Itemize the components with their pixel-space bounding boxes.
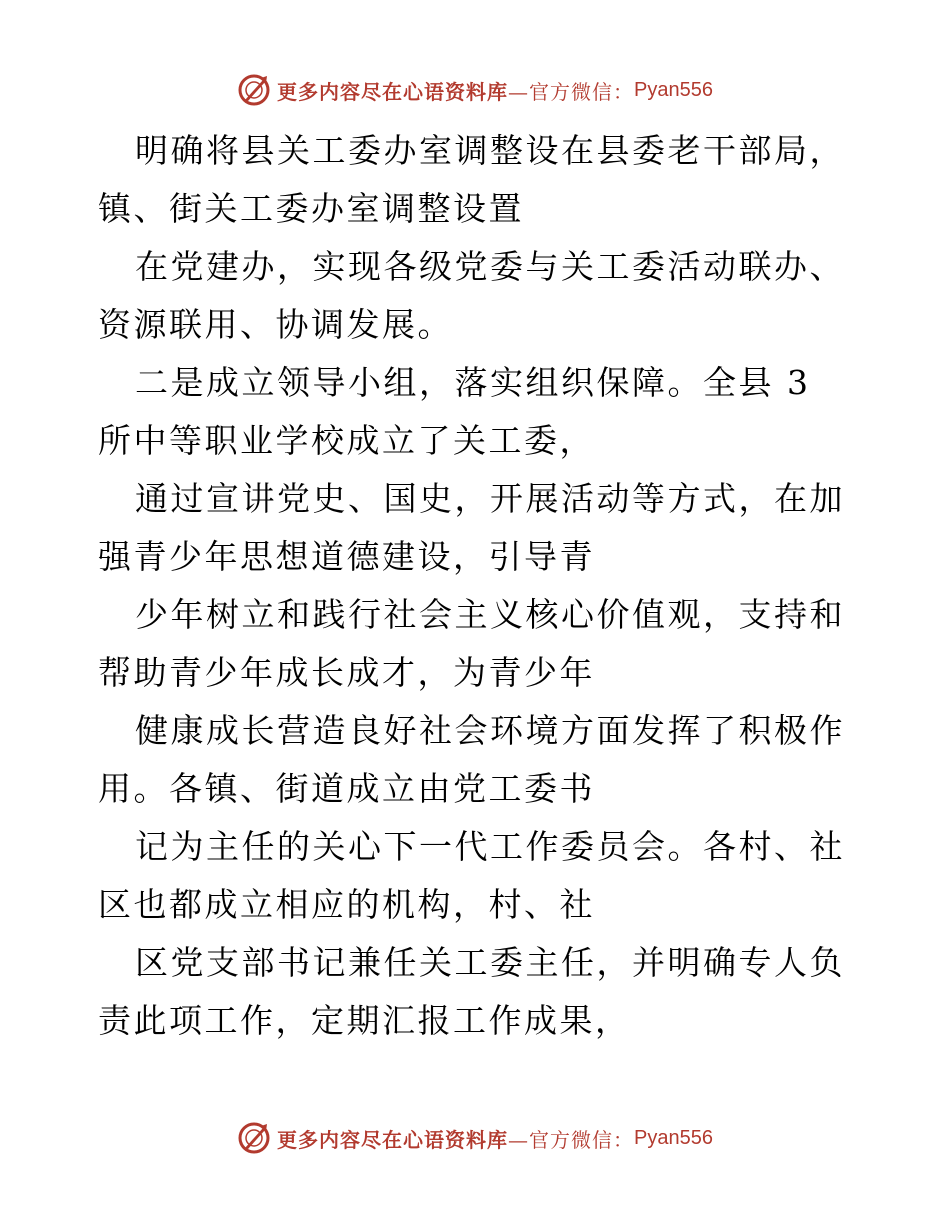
paragraph: 记为主任的关心下一代工作委员会。各村、社区也都成立相应的机构，村、社 (98, 827, 845, 924)
header-banner-sub-text: —官方微信： (508, 79, 635, 104)
paragraph: 区党支部书记兼任关工委主任，并明确专人负责此项工作，定期汇报工作成果， (98, 943, 845, 1040)
paragraph: 少年树立和践行社会主义核心价值观，支持和帮助青少年成长成才，为青少年 (98, 595, 845, 692)
body-text (98, 122, 858, 1050)
paragraph: 明确将县关工委办室调整设在县委老干部局，镇、街关工委办室调整设置 (98, 131, 845, 228)
footer-banner-wechat-id: Pyan556 (634, 1126, 713, 1149)
quill-logo-icon (237, 73, 271, 107)
header-banner (0, 70, 950, 110)
paragraph: 通过宣讲党史、国史，开展活动等方式，在加强青少年思想道德建设，引导青 (98, 479, 845, 576)
footer-banner-main-text: 更多内容尽在心语资料库 (277, 1127, 509, 1152)
footer-banner (0, 1118, 950, 1158)
footer-banner-sub-text: —官方微信： (508, 1127, 635, 1152)
header-banner-main-text: 更多内容尽在心语资料库 (277, 79, 509, 104)
header-banner-wechat-id: Pyan556 (634, 78, 713, 101)
paragraph: 二是成立领导小组，落实组织保障。全县 3 所中等职业学校成立了关工委， (98, 363, 811, 460)
paragraph: 在党建办，实现各级党委与关工委活动联办、资源联用、协调发展。 (98, 247, 845, 344)
quill-logo-icon (237, 1121, 271, 1155)
paragraph: 健康成长营造良好社会环境方面发挥了积极作用。各镇、街道成立由党工委书 (98, 711, 845, 808)
